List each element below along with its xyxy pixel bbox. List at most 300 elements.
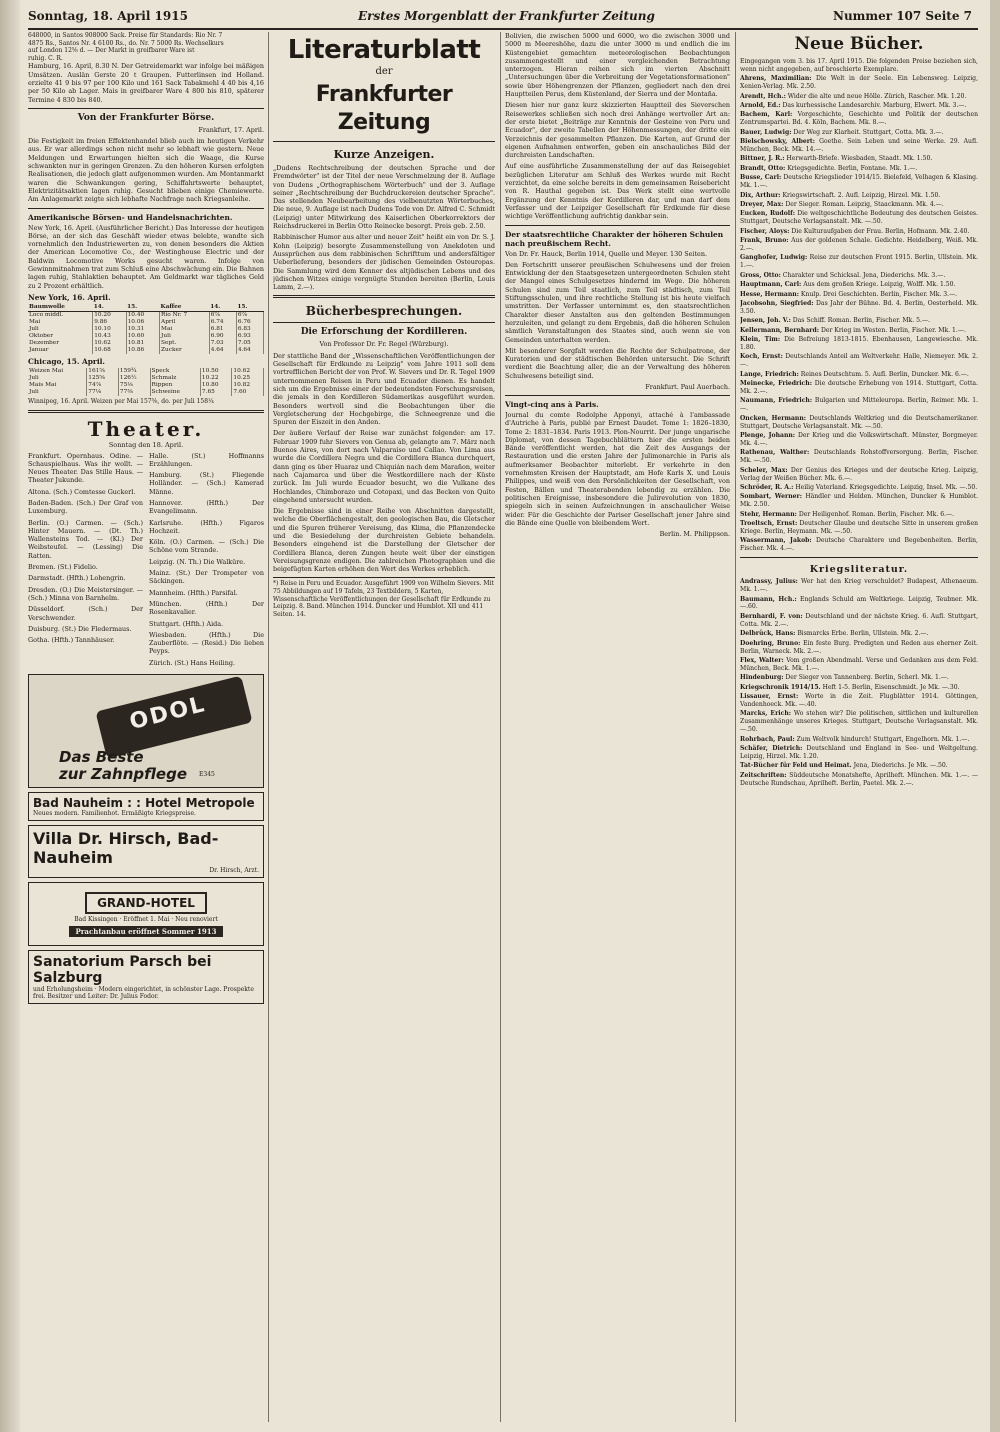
table-cell: Juli [28, 326, 93, 333]
masthead-page: Nummer 107 Seite 7 [832, 9, 972, 23]
list-item: Leipzig. (N. Th.) Die Walküre. [149, 557, 246, 566]
intro-note: Eingegangen vom 3. bis 17. April 1915. Die folgenden Preise beziehen sich, wenn nicht angegeben, auf broschierte Exemplare. [740, 58, 978, 73]
list-item [740, 165, 978, 173]
book-details: Deutschlands Anteil am Weltverkehr. Halle, Niemeyer. Mk. 2.—. [740, 353, 978, 369]
war-book-list [740, 578, 978, 787]
literaturblatt-subtitle: Frankfurter Zeitung [315, 82, 453, 135]
table-cell: Speck [150, 368, 200, 375]
table-cell: Juli [28, 375, 87, 382]
book-author: Eucken, Rudolf: [740, 210, 795, 218]
table-cell: 10.20 [93, 311, 126, 319]
list-item: Gotha. (Hfth.) Tannhäuser. [28, 636, 115, 645]
article-paragraph: Diesen hier nur ganz kurz skizzierten Hauptteil des Sieverschen Reisewerkes schließen sich noch drei Anhänge wertvoller Art an: der erste bietet „Beiträge zur Kenntnis der Gesteine von Peru und Ecuador", der zweite Tabellen der Höhenmessungen, der dritte ein Verzeichnis der gesammelten Pflanzen. Die Karten, auf Grund der eigenen Aufnahmen entworfen, geben ein anschauliches Bild der durchreisten Landschaften. [505, 101, 730, 160]
book-details: Reines Deutschtum. 5. Aufl. Berlin, Duncker. Mk. 6.—. [800, 370, 969, 378]
book-author: Dix, Arthur: [740, 191, 781, 199]
book-details: Die Welt in der Seele. Ein Lebensweg. Leipzig, Xenien-Verlag. Mk. 2.50. [740, 75, 978, 91]
table-row [28, 368, 264, 375]
book-details: Herwarth-Briefe. Wiesbaden, Staadt. Mk. 1.50. [786, 155, 933, 163]
list-item [740, 281, 978, 289]
book-author: Zeitschriften: [740, 771, 787, 779]
book-author: Bittner, J. R.: [740, 155, 785, 163]
boerse-dateline: Frankfurt, 17. April. [198, 125, 264, 134]
chicago-heading: Chicago, 15. April. [28, 356, 106, 366]
list-item [740, 192, 978, 200]
article-paragraph: Journal du comte Rodolphe Apponyi, attaché à l'ambassade d'Autriche à Paris, publié par Ernest Daudet. Tome 1: 1826–1830, Tome 2: 1831–1834. Paris 1913. Plon-Nourrit. Der junge ungarische Diplomat, von dessen Tagebuchblättern hier die ersten beiden Bände veröffentlicht werden, hat die Zeit des Ausgangs der Restauration und die ersten Jahre der Julimonarchie in Paris als aufmerksamer Beobachter miterlebt. Er verkehrte in den vornehmsten Kreisen der Hauptstadt, am Hofe Karls X. und Louis Philippes, und weiß von den Persönlichkeiten der Gesellschaft, von Festen, Bällen und Theaterabenden lebendig zu erzählen. Die politischen Ereignisse, insbesondere die Julirevolution von 1830, spiegeln sich in seinen Aufzeichnungen in anschaulicher Weise wider. Für die Geschichte der Pariser Gesellschaft jener Jahre sind die Bände eine Quelle von bleibendem Wert. [505, 410, 730, 527]
list-item [740, 237, 978, 253]
book-author: Bielschowsky, Albert: [740, 138, 815, 146]
table-row [28, 326, 264, 333]
book-author: Kellermann, Bernhard: [740, 326, 820, 334]
list-item: Altona. (Sch.) Comtesse Guckerl. [28, 487, 136, 496]
book-details: Der Krieg und die Volkswirtschaft. Münster, Borgmeyer. Mk. 4.—. [740, 432, 978, 447]
table-cell: 10.43 [93, 333, 126, 340]
book-details: Heilig Vaterland. Kriegsgedichte. Leipzig, Insel. Mk. —.50. [795, 484, 978, 491]
list-item: Hamburg. (St.) Fliegende Holländer. — (Sch.) Kamerad Männe. [149, 471, 264, 496]
book-details: Die weltgeschichtliche Bedeutung des deutschen Geistes. Stuttgart, Deutsche Verlagsanstalt. Mk. —.50. [740, 210, 978, 226]
list-item: Karlsruhe. (Hfth.) Figaros Hochzeit. [149, 518, 264, 535]
book-details: Der Heiligenhof. Roman. Berlin, Fischer. Mk. 6.—. [798, 510, 955, 518]
list-item [740, 762, 978, 770]
list-item [740, 772, 978, 788]
column-rule [500, 32, 501, 1422]
list-item: Mannheim. (Hfth.) Parsifal. [149, 588, 238, 597]
article-paragraph: Den Fortschritt unserer preußischen Schulwesens und der freien Entwicklung der den Staatsgesetzen untergeordneten Schulen steht der Mangel eines Schulgesetzes hindernd im Wege. Die höheren Schulen sind zum Teil staatlich, zum Teil städtisch, zum Teil Stiftungsschulen, und ihre rechtliche Stellung ist bis heute vielfach umstritten. Der Verfasser unternimmt es, den staatsrechtlichen Charakter dieser Anstalten aus den geltenden Bestimmungen herzuleiten, und gelangt zu dem Ergebnis, daß die höheren Schulen sämtlich Veranstaltungen des Staates sind, auch wenn sie von Gemeinden unterhalten werden. [505, 260, 730, 344]
book-details: Knulp. Drei Geschichten. Berlin, Fischer. Mk. 3.—. [800, 290, 958, 298]
table-row [28, 347, 264, 354]
book-details: Süddeutsche Monatshefte, Aprilheft. München. Mk. 1.—. — Deutsche Rundschau, Aprilheft. Berlin, Paetel. Mk. 2.—. [740, 771, 978, 787]
article-paragraph: Auf eine ausführliche Zusammenstellung der auf das Reisegebiet bezüglichen Literatur am Schluß des Werkes wurde mit Recht verzichtet, da eine solche bereits in dem gemeinsamen Reisebericht von R. Hauthal gegeben ist. Das Werk stellt eine wertvolle Ergänzung der Kenntnis der Kordilleren dar, und man darf dem Verfasser und der Leipziger Gesellschaft für Erdkunde für diese wichtige Veröffentlichung aufrichtig dankbar sein. [505, 162, 730, 221]
table-cell: 7.65 [200, 389, 232, 396]
table-cell: Loco middl. [28, 311, 93, 319]
ad-number: E345 [199, 771, 215, 779]
neue-buecher-heading: Neue Bücher. [794, 34, 924, 54]
masthead [28, 6, 978, 30]
table-cell: 77⅛ [87, 389, 119, 396]
book-details: Deutsche Kriegslieder 1914/15. Bielefeld, Velhagen & Klasing. Mk. 1.—. [740, 174, 978, 190]
table-cell: 6.76 [236, 319, 263, 326]
table-cell: 9.86 [93, 319, 126, 326]
book-author: Brandt, Otto: [740, 164, 786, 172]
book-details: Wider die alte und neue Hölle. Zürich, Rascher. Mk. 1.20. [787, 92, 967, 100]
column-rule [268, 32, 269, 1422]
column-2 [273, 32, 495, 1422]
book-author: Lissauer, Ernst: [740, 693, 799, 701]
book-details: Deutschlands Weltkrieg und die Deutschamerikaner. Stuttgart, Deutsche Verlagsanstalt. Mk. —.50. [740, 414, 978, 430]
list-item [740, 102, 978, 110]
book-details: Der Genius des Krieges und der deutsche Krieg. Leipzig, Verlag der Weißen Bücher. Mk. 6.—. [740, 466, 978, 482]
book-author: Bernhardi, F. von: [740, 612, 803, 620]
book-author: Meinecke, Friedrich: [740, 380, 812, 388]
article-paragraph: Der stattliche Band der „Wissenschaftlichen Veröffentlichungen der Gesellschaft für Erdkunde zu Leipzig" vom Jahre 1911 soll dem vortrefflichen Bericht der von Prof. W. Sievers und Dr. R. Tegel 1909 unternommenen Reisen in Peru und Ecuador dienen. Es handelt sich um die Ergebnisse einer der bedeutendsten Forschungsreisen, die jemals in den Kordilleren Südamerikas ausgeführt wurden. Besonders wertvoll sind die Beobachtungen über die Vergletscherung der Hochgebirge, die Schneegrenze und die Spuren der Eiszeit in den Anden. [273, 351, 495, 427]
column-1 [28, 32, 264, 1422]
table-cell: Zucker [160, 347, 210, 354]
list-item: Darmstadt. (Hfth.) Lohengrin. [28, 574, 126, 583]
table-header: 15. [126, 304, 159, 312]
list-item [740, 93, 978, 101]
divider [740, 557, 978, 558]
table-cell: 10.81 [126, 340, 159, 347]
divider [28, 108, 264, 109]
list-item: Zürich. (St.) Hans Heiling. [149, 658, 235, 667]
book-details: Ein feste Burg. Predigten und Reden aus eherner Zeit. Berlin, Warneck. Mk. 2.—. [740, 639, 978, 655]
book-author: Plenge, Johann: [740, 432, 796, 440]
odol-slogan-line: zur Zahnpflege [59, 765, 188, 784]
list-item [740, 493, 978, 509]
list-item [740, 745, 978, 761]
theater-list-right [149, 452, 264, 671]
article-paragraph: Bolivien, die zwischen 5000 und 6000, wo die zwischen 3000 und 5000 m Meereshöhe, dazu die unter 3000 m und endlich die im Küstengebiet gemachten meteorologischen Beobachtungen zusammengestellt und einer vergleichenden Betrachtung unterzogen. Hieran reihen sich im vierten Abschnitt „Untersuchungen über die Verbreitung der Vegetationsformationen" sowie über Höhengrenzen der Pflanzen, gegliedert nach den drei Hauptteilen Perus, dem Küstenland, der Sierra und der Montaña. [505, 32, 730, 99]
book-details: Deutscher Glaube und deutsche Sitte in unserem großen Kriege. Berlin, Heymann. Mk. —.50. [740, 520, 978, 536]
table-cell: 7.05 [236, 340, 263, 347]
hamburg-report: Hamburg, 16. April, 8.30 N. Der Getreidemarkt war infolge bei mäßigen Umsätzen. Auslän Gerste 20 t Graupen. Futterlinsen ind Holland. erzielte 41 9 bis 97 per 100 Kilo und 161 Sack Tabakmehl 4 40 bis 4,16 per 50 Kilo ab Lager. Mais in greifbarer Ware 4 800 bis 810, späterer Termine 4 830 bis 840. [28, 62, 264, 104]
book-author: Schäfer, Dietrich: [740, 744, 803, 752]
book-author: Ganghofer, Ludwig: [740, 254, 808, 262]
table-row [28, 311, 264, 319]
list-item [740, 327, 978, 335]
book-author: Busse, Carl: [740, 174, 782, 182]
book-details: Charakter und Schicksal. Jena, Diederichs. Mk. 3.—. [782, 271, 946, 279]
table-cell: Oktober [28, 333, 93, 340]
list-item [740, 657, 978, 673]
table-header: 14. [209, 304, 236, 312]
table-cell: 10.60 [126, 333, 159, 340]
boerse-heading: Von der Frankfurter Börse. [77, 112, 215, 123]
list-item [740, 254, 978, 270]
list-item [740, 596, 978, 612]
book-details: Englands Schuld am Weltkriege. Leipzig, Teubner. Mk. —.60. [740, 595, 978, 611]
table-cell: 6⅞ [236, 311, 263, 319]
book-author: Rohrbach, Paul: [740, 735, 795, 743]
boerse-text: Die Festigkeit im freien Effektenhandel blieb auch im heutigen Verkehr aus. Er war allerdings schon nicht mehr so lebhaft wie gestern. Neue Meldungen und Erwartungen hielten sich die Waage, die Kurse schwankten nur in geringen Grenzen. Zu den höheren Kursen erfolgten Realisationen, die jedoch glatt aufgenommen wurden. Am Montanmarkt waren die Schwankungen gering, Schiffahrtswerte behauptet, Elektrizitätsaktien lagen ruhig. Gesucht blieben einige Chemiewerte. Am Anlagemarkt zeigte sich lebhafte Nachfrage nach Kriegsanleihe. [28, 137, 264, 204]
book-details: Die deutsche Erhebung von 1914. Stuttgart, Cotta. Mk. 2.—. [740, 380, 978, 396]
list-item [740, 397, 978, 413]
table-header: 15. [236, 304, 263, 312]
book-details: Worte in die Zeit. Flugblätter 1914. Göttingen, Vandenhoeck. Mk. —.40. [740, 693, 978, 708]
book-author: Lange, Friedrich: [740, 370, 799, 378]
table-cell: Weizen Mai [28, 368, 87, 375]
list-item [740, 613, 978, 629]
table-cell: Januar [28, 347, 93, 354]
column-3 [505, 32, 730, 1422]
table-cell: 10.25 [232, 375, 264, 382]
theater-listings [28, 452, 264, 671]
book-details: Vom großen Abendmahl. Verse und Gedanken aus dem Feld. München, Beck. Mk. 1.—. [740, 656, 978, 672]
literaturblatt-der: der [375, 66, 393, 77]
book-details: Die Befreiung 1813-1815. Ebenhausen, Langewiesche. Mk. 1.80. [740, 336, 978, 351]
list-item [740, 353, 978, 369]
table-cell: 6.74 [209, 319, 236, 326]
book-details: Das kurhessische Landesarchiv. Marburg, Elwert. Mk. 3.—. [782, 102, 967, 110]
table-cell: 126½ [118, 375, 150, 382]
kriegsliteratur-heading: Kriegsliteratur. [809, 564, 909, 576]
article-paragraph: Rabbinischer Humor aus alter und neuer Zeit" heißt ein von Dr. S. J. Kohn (Leipzig) besorgte Zusammenstellung von Anekdoten und Aussprüchen aus dem rabbinischen Schrifttum und andersfältiger Ueberlieferung, besonders der jüdischen Gemeinden Osteuropas. Die Sammlung wird dem Kenner des altjüdischen Lebens und des jüdischen Witzes einige vergnügte Stunden bereiten (Berlin, Louis Lamm, 2.—). [273, 233, 495, 292]
book-author: Naumann, Friedrich: [740, 397, 813, 405]
article-paragraph: „Dudens Rechtschreibung der deutschen Sprache und der Fremdwörter" ist der Titel der neue Verschmelzung der 8. Auflage von Dudens „Orthographischem Wörterbuch" und der 3. Auflage seiner „Rechtschreibung der Buchdruckereien deutscher Sprache". Das stellenden Neubearbeitung des vielbenutzten Wörterbuches, Die neue, 9. Auflage ist nach Dudens Tode von Dr. Alfred C. Schmidt (Leipzig) unter Mitwirkung des Kaiserlichen Oberkorrektors der Reichsdruckerei in Berlin Otto Reinecke besorgt. Preis geb. 2.50. [273, 164, 495, 231]
theater-heading: Theater. [87, 416, 205, 441]
list-item: Dresden. (O.) Die Meistersinger. — (Sch.) Minna von Barnhelm. [28, 585, 143, 602]
list-item [740, 693, 978, 709]
table-cell: 125⅝ [87, 375, 119, 382]
table-cell: Schweine [150, 389, 200, 396]
book-details: Aus dem großen Kriege. Leipzig, Wolff. Mk. 1.50. [803, 281, 956, 289]
kurze-anzeigen-heading: Kurze Anzeigen. [333, 148, 435, 161]
page-edge [990, 0, 1000, 1432]
book-details: Der Krieg im Westen. Berlin, Fischer. Mk. 1.—. [820, 326, 966, 334]
table-cell: 159¾ [118, 368, 150, 375]
divider [505, 395, 730, 396]
list-item [740, 640, 978, 656]
market-line: 648000, in Santos 908000 Sack. Preise für Standards: Rio Nr. 7 [28, 32, 223, 39]
book-author: Ahrens, Maximilian: [740, 75, 812, 83]
list-item [740, 300, 978, 316]
list-item: Stuttgart. (Hfth.) Aida. [149, 619, 224, 628]
list-item [740, 710, 978, 734]
table-cell: 6.81 [209, 326, 236, 333]
table-cell: 10.82 [232, 382, 264, 389]
book-author: Tat-Bücher für Feld und Heimat. [740, 762, 852, 770]
article-paragraph: Die Ergebnisse sind in einer Reihe von Abschnitten dargestellt, welche die Oberflächengestalt, den geologischen Bau, die Gletscher und die Spuren früherer Vereisung, das Klima, die Pflanzendecke und die Besiedelung der durchreisten Gebiete behandeln. Besonders eingehend ist die Darstellung der Gletscher der Cordillera Blanca, deren Zungen heute weit über der einstigen Vereisungsgrenze endigen. Die zahlreichen Photographien und die beigefügten Karten erhöhen den Wert des Werkes erheblich. [273, 507, 495, 574]
list-item [740, 674, 978, 682]
book-author: Klein, Tim: [740, 336, 781, 344]
article-paragraph: Mit besonderer Sorgfalt werden die Rechte der Schulpatrone, der Kuratorien und der städtischen Behörden untersucht. Die Schrift verdient die Beachtung aller, die an der Verwaltung des höheren Schulwesens beteiligt sind. [505, 346, 730, 380]
table-cell: April [160, 319, 210, 326]
list-item: Halle. (St.) Hoffmanns Erzählungen. [149, 451, 264, 468]
list-item [740, 449, 978, 465]
list-item: Baden-Baden. (Sch.) Der Graf von Luxemburg. [28, 498, 143, 516]
binding-gutter [0, 0, 20, 1432]
table-row [28, 340, 264, 347]
list-item: München. (Hfth.) Der Rosenkavalier. [149, 599, 264, 617]
book-author: Sombart, Werner: [740, 493, 802, 501]
list-item: Bremen. (St.) Fidelio. [28, 563, 98, 572]
divider [273, 141, 495, 142]
book-author: Troeltsch, Ernst: [740, 520, 798, 528]
list-item [740, 432, 978, 448]
book-details: Kriegsgedichte. Berlin, Fontane. Mk. 1.—. [787, 164, 918, 172]
hotel-metropole-advertisement [28, 792, 264, 821]
book-author: Andrassy, Julius: [740, 578, 798, 586]
book-author: Kriegschronik 1914/15. [740, 683, 821, 691]
table-cell: 10.86 [126, 347, 159, 354]
book-details: Deutsche Charaktere und Begebenheiten. Berlin, Fischer. Mk. 4.—. [740, 537, 978, 553]
list-item [740, 467, 978, 483]
book-author: Baumann, Hch.: [740, 595, 797, 603]
ad-banner: Prachtanbau eröffnet Sommer 1913 [69, 926, 222, 937]
book-details: Deutschland und der nächste Krieg. 6. Aufl. Stuttgart, Cotta. Mk. 2.—. [740, 612, 978, 628]
article-title: Der staatsrechtliche Charakter der höheren Schulen nach preußischem Recht. [505, 229, 724, 248]
newyork-market-table [28, 304, 264, 354]
book-details: Bismarcks Erbe. Berlin, Ullstein. Mk. 2.—. [797, 630, 929, 638]
ad-title: Sanatorium Parsch bei Salzburg [33, 954, 212, 987]
list-item [740, 684, 978, 692]
odol-brand: ODOL [127, 692, 209, 736]
divider [273, 322, 495, 323]
list-item [740, 336, 978, 352]
amerika-text: New York, 16. April. (Ausführlicher Bericht.) Das Interesse der heutigen Börse, an der sich das Geschäft wieder etwas belebte, wandte sich vornehmlich den Industriewerten zu, von denen besonders die Aktien der American Locomotive Co., der Westinghouse Electric und der Baldwin Locomotive Works gesucht waren. Infolge von Gewinnmitnahmen trat zum Schluß eine Abschwächung ein. Die Bahnen lagen ruhig, Stahlaktien behauptet. Am Geldmarkt war tägliches Geld zu 2 Prozent erhältlich. [28, 223, 264, 290]
list-item [740, 484, 978, 492]
table-cell: 7.03 [209, 340, 236, 347]
table-row [28, 304, 264, 312]
list-item: Berlin. (O.) Carmen. — (Sch.) Hinter Mauern. — (Dt. Th.) Wallensteins Tod. — (Kl.) Der Weibsteufel. — (Lessing) Die Ratten. [28, 518, 143, 560]
table-header: 14. [93, 304, 126, 312]
table-cell: Juli [28, 389, 87, 396]
table-cell: 7.60 [232, 389, 264, 396]
odol-slogan-line: Das Beste [59, 748, 144, 767]
list-item [740, 174, 978, 190]
table-cell: 10.10 [93, 326, 126, 333]
list-item [740, 210, 978, 226]
divider [505, 225, 730, 226]
list-item [740, 520, 978, 536]
book-details: Reise zur deutschen Front 1915. Berlin, Ullstein. Mk. 1.—. [740, 254, 978, 270]
book-details: Bulgarien und Mitteleuropa. Berlin, Reimer. Mk. 1.—. [740, 397, 978, 413]
list-item [740, 111, 978, 127]
table-cell: 75⅛ [118, 382, 150, 389]
book-details: Jena, Diederichs. Je Mk. —.50. [853, 762, 948, 770]
table-row [28, 375, 264, 382]
table-cell: 6.83 [236, 326, 263, 333]
table-cell: 6.90 [209, 333, 236, 340]
list-item [740, 736, 978, 744]
book-author: Arnold, Ed.: [740, 102, 781, 110]
table-cell: 4.64 [236, 347, 263, 354]
table-row [28, 389, 264, 396]
book-author: Wassermann, Jakob: [740, 537, 812, 545]
table-cell: Dezember [28, 340, 93, 347]
chicago-market-table [28, 368, 264, 396]
table-cell: Juli [160, 333, 210, 340]
masthead-date: Sonntag, 18. April 1915 [28, 9, 188, 23]
list-item [740, 630, 978, 638]
theater-list-left [28, 452, 143, 671]
book-author: Jensen, Joh. V.: [740, 317, 791, 325]
list-item: Frankfurt. Opernhaus. Odine. — Schauspielhaus. Was ihr wollt. — Neues Theater. Das Stille Haus. — Theater Jukunde. [28, 451, 143, 485]
article-signature: Frankfurt. Paul Auerbach. [645, 382, 730, 391]
book-author: Hesse, Hermann: [740, 290, 799, 298]
list-item: Duisburg. (St.) Die Fledermaus. [28, 624, 132, 633]
book-author: Bachem, Karl: [740, 111, 793, 119]
book-author: Arendt, Hch.: [740, 92, 786, 100]
list-item [740, 228, 978, 236]
list-item [740, 201, 978, 209]
table-cell: 10.40 [126, 311, 159, 319]
masthead-paper: Erstes Morgenblatt der Frankfurter Zeitung [358, 9, 655, 23]
book-author: Dreyer, Max: [740, 201, 784, 208]
list-item [740, 511, 978, 519]
book-details: Kriegswirtschaft. 2. Aufl. Leipzig, Hirzel. Mk. 1.50. [782, 191, 941, 199]
article-paragraph: Der äußere Verlauf der Reise war zunächst folgender: am 17. Februar 1909 fuhr Sievers von Genua ab, gelangte am 7. März nach Buenos Aires, von dort nach Valparaíso und Callao. Von Lima aus wurde die Cordillera Negra und die Cordillera Blanca durchquert, dann ging es über Huaraz und Chiquián nach dem Marañon, weiter nach Cajamarca und über die Westkordillere nach der Küste zurück. Im Juli wurde Ecuador besucht, wo die Vulkane des Hochlandes, Chimborazo und Cotopaxi, und das Becken von Quito eingehend untersucht wurden. [273, 429, 495, 504]
book-details: Der Sieger. Roman. Leipzig, Staackmann. Mk. 4.—. [785, 201, 944, 208]
table-cell: 10.31 [126, 326, 159, 333]
book-details: Zum Weltvolk hindurch! Stuttgart, Engelhorn. Mk. 1.—. [796, 735, 970, 743]
table-cell: Mais Mai [28, 382, 87, 389]
book-details: Heft 1-5. Berlin, Eisenschmidt. Je Mk. —.30. [822, 683, 960, 691]
table-cell: 10.62 [232, 368, 264, 375]
ad-subtitle: und Erholungsheim · Modern eingerichtet, in schönster Lage. Prospekte frei. Besitzer und Leiter: Dr. Julius Fodor. [33, 986, 254, 1001]
amerika-heading: Amerikanische Börsen- und Handelsnachrichten. [28, 212, 233, 222]
divider [28, 410, 264, 413]
book-details: Der Sieger von Tannenberg. Berlin, Scherl. Mk. 1.—. [785, 674, 949, 682]
grand-hotel-advertisement [28, 882, 264, 946]
article-source: Von Dr. Fr. Hauck, Berlin 1914, Quelle und Meyer. 130 Seiten. [505, 249, 707, 258]
list-item [740, 537, 978, 553]
book-author: Doehring, Bruno: [740, 639, 801, 647]
table-cell: 10.50 [200, 368, 232, 375]
article-author: Von Professor Dr. Fr. Regel (Würzburg). [319, 340, 449, 349]
list-item [740, 415, 978, 431]
book-author: Jacobsohn, Siegfried: [740, 299, 814, 307]
ad-title: Bad Nauheim : : Hotel Metropole [33, 796, 255, 811]
book-author: Scheler, Max: [740, 466, 788, 474]
table-cell: 10.62 [93, 340, 126, 347]
book-details: Wo stehen wir? Die politischen, sittlichen und kulturellen Zusammenhänge unseres Krieges. Stuttgart, Deutsche Verlagsanstalt. Mk. —.50. [740, 710, 978, 734]
sanatorium-parsch-advertisement [28, 950, 264, 1004]
book-author: Stehr, Hermann: [740, 510, 797, 518]
list-item [740, 371, 978, 379]
table-cell: 10.80 [200, 382, 232, 389]
list-item: Wiesbaden. (Hfth.) Die Zauberflöte. — (Resid.) Die lieben Peyps. [149, 630, 264, 656]
book-details: Das Schiff. Roman. Berlin, Fischer. Mk. 5.—. [792, 317, 930, 325]
ad-subtitle: Bad Kissingen · Eröffnet 1. Mai · Neu renoviert [74, 915, 218, 923]
book-details: Wer hat den Krieg verschuldet? Budapest, Athenaeum. Mk. 1.—. [740, 578, 978, 594]
book-author: Bauer, Ludwig: [740, 128, 792, 136]
list-item: Köln. (O.) Carmen. — (Sch.) Die Schöne vom Strande. [149, 538, 264, 555]
article-title: Die Erforschung der Kordilleren. [300, 327, 468, 338]
list-item [740, 129, 978, 137]
column-rule [735, 32, 736, 1422]
book-author: Marcks, Erich: [740, 710, 791, 718]
table-row [28, 319, 264, 326]
book-author: Hauptmann, Carl: [740, 281, 802, 289]
table-row [28, 382, 264, 389]
list-item [740, 578, 978, 594]
table-row [28, 333, 264, 340]
book-details: Der Weg zur Klarheit. Stuttgart, Cotta. Mk. 3.—. [793, 128, 944, 136]
table-header: Baumwolle [28, 304, 93, 312]
divider [273, 295, 495, 298]
buecherbesprechungen-heading: Bücherbesprechungen. [305, 304, 463, 319]
table-cell: 74⅞ [87, 382, 119, 389]
book-details: Händler und Helden. München, Duncker & Humblot. Mk. 2.50. [740, 493, 978, 509]
book-author: Rathenau, Walther: [740, 449, 810, 457]
table-cell: Rio Nr. 7 [160, 311, 210, 319]
ad-subtitle: Neues modern. Familienhot. Ermäßigte Kriegspreise. [33, 810, 196, 818]
book-author: Gross, Otto: [740, 271, 781, 279]
book-author: Oncken, Hermann: [740, 414, 807, 422]
book-author: Schröder, R. A.: [740, 484, 794, 491]
book-author: Hindenburg: [740, 674, 784, 682]
ad-title: Villa Dr. Hirsch, Bad-Nauheim [33, 829, 219, 868]
table-cell: Mai [160, 326, 210, 333]
ad-title: GRAND-HOTEL [85, 892, 207, 914]
market-line: ruhig. C. R. [28, 54, 63, 62]
book-details: Deutschland und England in See- und Weltgeltung. Leipzig, Hirzel. Mk. 1.20. [740, 744, 978, 760]
book-details: Aus der goldenen Schale. Gedichte. Heidelberg, Weiß. Mk. 2.—. [740, 237, 978, 253]
ad-subtitle: Dr. Hirsch, Arzt. [209, 867, 259, 875]
book-details: Die Kulturaufgaben der Frau. Berlin, Hofmann. Mk. 2.40. [791, 227, 970, 235]
market-line: 4875 Rs., Santos Nr. 4 6100 Rs., do. Nr. 7 5000 Rs. Wechselkurs [28, 39, 224, 47]
list-item [740, 272, 978, 280]
book-author: Delbrück, Hans: [740, 630, 796, 638]
book-details: Deutschlands Rohstoffversorgung. Berlin, Fischer. Mk. —.50. [740, 449, 978, 465]
theater-date: Sonntag den 18. April. [108, 440, 184, 449]
book-details: Goethe. Sein Leben und seine Werke. 29. Aufl. München, Beck. Mk. 14.—. [740, 138, 978, 154]
book-details: Vorgeschichte, Geschichte und Politik der deutschen Zentrumspartei. Bd. 4. Köln, Bachem. Mk. 8.—. [740, 111, 978, 127]
newyork-heading: New York, 16. April. [28, 292, 111, 302]
article-title: Vingt-cinq ans à Paris. [505, 399, 599, 409]
table-cell: Schmalz [150, 375, 200, 382]
villa-hirsch-advertisement [28, 825, 264, 878]
